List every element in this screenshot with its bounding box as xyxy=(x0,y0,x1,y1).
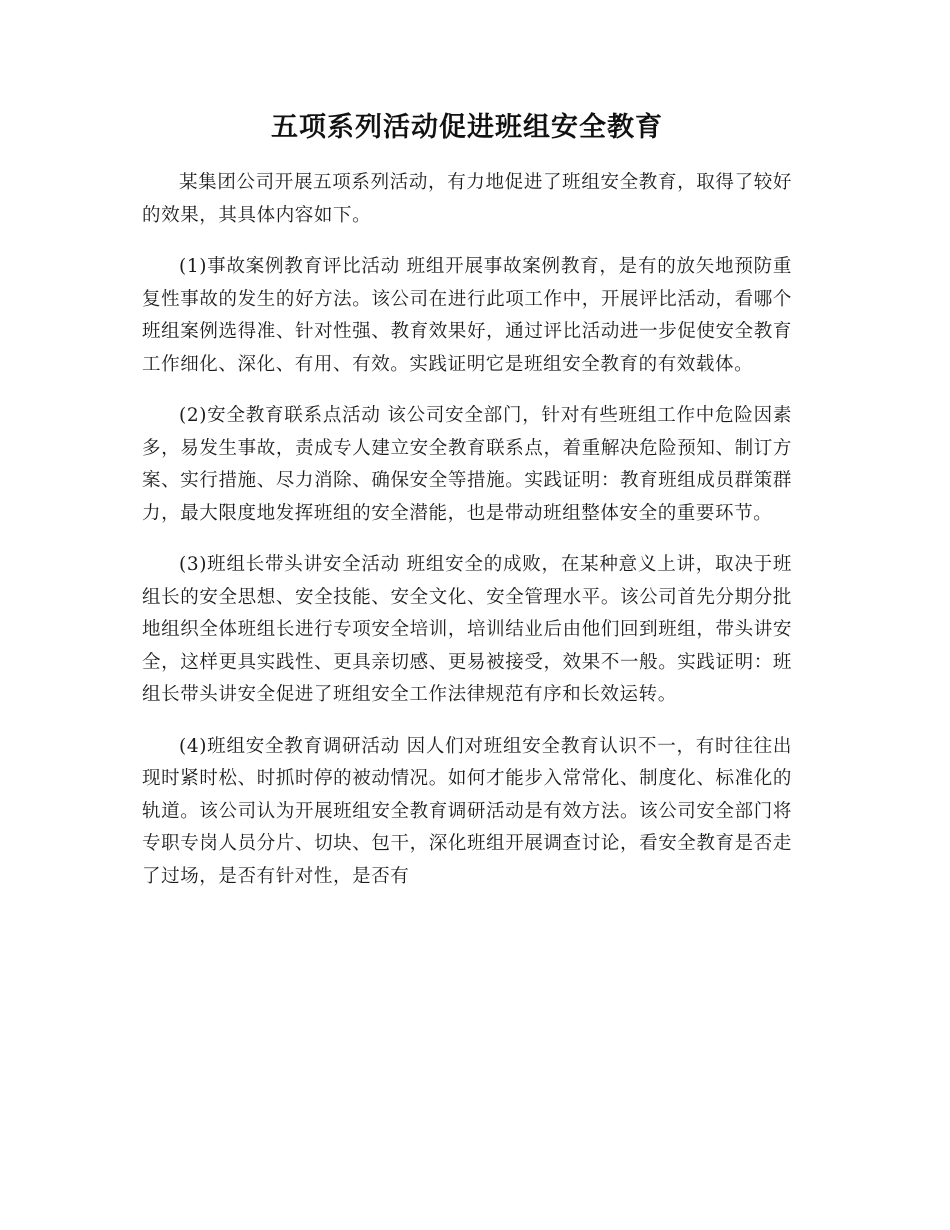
paragraph-item-4: (4)班组安全教育调研活动 因人们对班组安全教育认识不一，有时往往出现时紧时松、时抓时停的被动情况。如何才能步入常常化、制度化、标准化的轨道。该公司认为开展班组安全教育调研活动是有效方法。该公司安全部门将专职专岗人员分片、切块、包干，深化班组开展调查讨论，看安全教育是否走了过场，是否有针对性，是否有 xyxy=(142,735,792,887)
paragraph-item-2: (2)安全教育联系点活动 该公司安全部门，针对有些班组工作中危险因素多，易发生事故，责成专人建立安全教育联系点，着重解决危险预知、制订方案、实行措施、尽力消除、确保安全等措施。实践证明：教育班组成员群策群力，最大限度地发挥班组的安全潜能，也是带动班组整体安全的重要环节。 xyxy=(142,405,792,524)
paragraph-item-3: (3)班组长带头讲安全活动 班组安全的成败，在某种意义上讲，取决于班组长的安全思想、安全技能、安全文化、安全管理水平。该公司首先分期分批地组织全体班组长进行专项安全培训，培训结业后由他们回到班组，带头讲安全，这样更具实践性、更具亲切感、更易被接受，效果不一般。实践证明：班组长带头讲安全促进了班组安全工作法律规范有序和长效运转。 xyxy=(142,554,792,705)
document-title: 五项系列活动促进班组安全教育 xyxy=(271,112,663,143)
document-page xyxy=(142,108,792,893)
intro-paragraph: 某集团公司开展五项系列活动，有力地促进了班组安全教育，取得了较好的效果，其具体内容如下。 xyxy=(142,172,792,226)
paragraph-item-1: (1)事故案例教育评比活动 班组开展事故案例教育，是有的放矢地预防重复性事故的发生的好方法。该公司在进行此项工作中，开展评比活动，看哪个班组案例选得准、针对性强、教育效果好，通过评比活动进一步促使安全教育工作细化、深化、有用、有效。实践证明它是班组安全教育的有效载体。 xyxy=(142,256,792,375)
